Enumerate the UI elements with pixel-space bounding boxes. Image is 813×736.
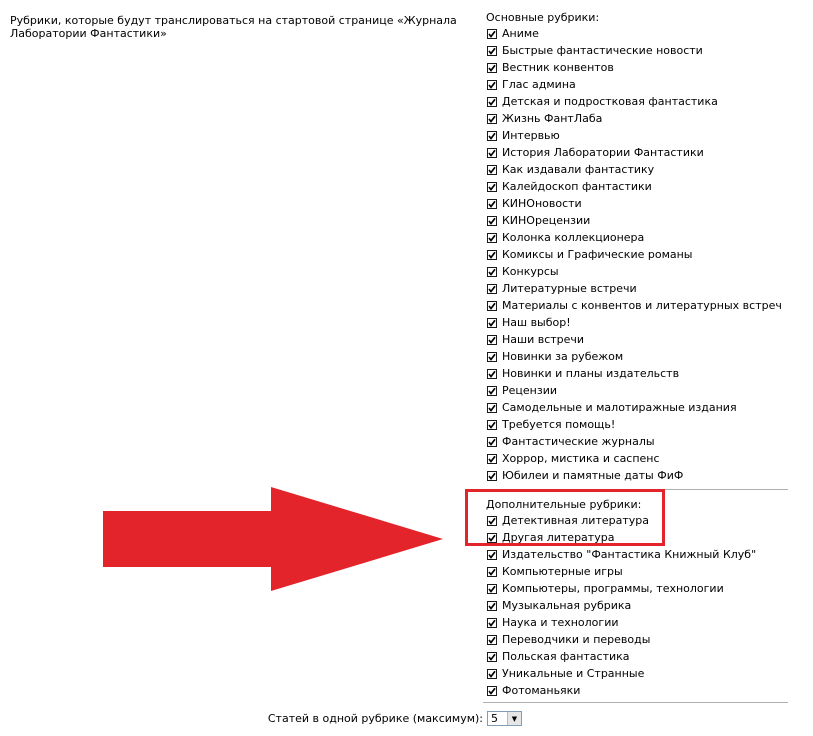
checkmark-icon [488,687,496,695]
rubrics-column [486,10,788,699]
rubric-checkbox[interactable] [487,148,497,158]
rubric-label: Интервью [502,129,560,142]
rubric-checkbox[interactable] [487,199,497,209]
rubric-option[interactable] [486,399,788,416]
rubric-checkbox[interactable] [487,335,497,345]
rubric-label: Компьютерные игры [502,565,623,578]
checkmark-icon [488,234,496,242]
rubric-label: КИНОновости [502,197,582,210]
rubric-option[interactable] [486,127,788,144]
rubric-option[interactable] [486,25,788,42]
checkmark-icon [488,200,496,208]
rubric-option[interactable] [486,546,788,563]
rubric-checkbox[interactable] [487,352,497,362]
rubric-option[interactable] [486,331,788,348]
rubric-option[interactable] [486,631,788,648]
rubric-checkbox[interactable] [487,584,497,594]
rubric-option[interactable] [486,93,788,110]
rubric-label: Фотоманьяки [502,684,581,697]
rubric-checkbox[interactable] [487,403,497,413]
articles-per-rubric-select[interactable] [487,711,522,726]
rubric-label: Вестник конвентов [502,61,614,74]
rubric-option[interactable] [486,597,788,614]
checkmark-icon [488,387,496,395]
rubric-label: Колонка коллекционера [502,231,645,244]
chevron-down-icon[interactable]: ▼ [507,712,521,725]
rubric-option[interactable] [486,314,788,331]
checkmark-icon [488,568,496,576]
rubric-checkbox[interactable] [487,131,497,141]
rubric-label: Рецензии [502,384,557,397]
rubrics-description: Рубрики, которые будут транслироваться на стартовой странице «Журнала Лаборатории Фантастики» [10,14,457,40]
rubric-label: Самодельные и малотиражные издания [502,401,737,414]
rubric-checkbox[interactable] [487,114,497,124]
rubric-checkbox[interactable] [487,437,497,447]
rubric-label: Переводчики и переводы [502,633,651,646]
checkmark-icon [488,602,496,610]
rubric-label: Хоррор, мистика и саспенс [502,452,660,465]
checkmark-icon [488,336,496,344]
rubric-checkbox[interactable] [487,29,497,39]
checkmark-icon [488,353,496,361]
rubric-checkbox[interactable] [487,471,497,481]
rubric-label: Детективная литература [502,514,649,527]
rubric-option[interactable] [486,59,788,76]
highlight-box [465,489,665,546]
checkmark-icon [488,98,496,106]
checkmark-icon [488,183,496,191]
checkmark-icon [488,115,496,123]
rubric-label: Наш выбор! [502,316,571,329]
rubric-label: Наука и технологии [502,616,619,629]
rubric-label: КИНОрецензии [502,214,591,227]
checkmark-icon [488,653,496,661]
rubric-label: Глас админа [502,78,576,91]
checkmark-icon [488,370,496,378]
checkmark-icon [488,268,496,276]
rubric-option[interactable] [486,76,788,93]
rubric-option[interactable] [486,229,788,246]
rubric-label: Требуется помощь! [502,418,616,431]
footer-divider [483,702,788,703]
rubric-label: Аниме [502,27,539,40]
rubric-checkbox[interactable] [487,165,497,175]
rubric-checkbox[interactable] [487,97,497,107]
rubric-option[interactable] [486,110,788,127]
rubric-option[interactable] [486,665,788,682]
rubric-checkbox[interactable] [487,63,497,73]
rubric-label: Компьютеры, программы, технологии [502,582,724,595]
rubric-label: Комиксы и Графические романы [502,248,693,261]
rubric-label: Уникальные и Странные [502,667,645,680]
rubric-option[interactable] [486,580,788,597]
select-value: 5 [491,712,498,725]
rubric-checkbox[interactable] [487,318,497,328]
rubric-label: Фантастические журналы [502,435,655,448]
rubric-option[interactable] [486,42,788,59]
rubric-checkbox[interactable] [487,420,497,430]
rubric-checkbox[interactable] [487,386,497,396]
checkmark-icon [488,47,496,55]
red-arrow-icon [103,487,443,591]
rubric-checkbox[interactable] [487,216,497,226]
checkmark-icon [488,319,496,327]
rubric-checkbox[interactable] [487,80,497,90]
rubric-label: Калейдоскоп фантастики [502,180,652,193]
rubric-option[interactable] [486,416,788,433]
checkmark-icon [488,421,496,429]
rubric-checkbox[interactable] [487,454,497,464]
checkmark-icon [488,81,496,89]
rubric-checkbox[interactable] [487,635,497,645]
rubric-option[interactable] [486,433,788,450]
rubric-checkbox[interactable] [487,250,497,260]
rubric-checkbox[interactable] [487,652,497,662]
rubric-option[interactable] [486,195,788,212]
rubric-label: Юбилеи и памятные даты ФиФ [502,469,684,482]
rubric-option[interactable] [486,212,788,229]
rubric-checkbox[interactable] [487,567,497,577]
rubric-label: Новинки и планы издательств [502,367,680,380]
rubric-label: Детская и подростковая фантастика [502,95,718,108]
main-rubrics-list [486,25,788,484]
rubric-option[interactable] [486,365,788,382]
rubric-checkbox[interactable] [487,550,497,560]
checkmark-icon [488,285,496,293]
checkmark-icon [488,217,496,225]
rubric-checkbox[interactable] [487,182,497,192]
rubric-checkbox[interactable] [487,601,497,611]
rubric-checkbox[interactable] [487,301,497,311]
rubric-checkbox[interactable] [487,669,497,679]
rubric-option[interactable] [486,467,788,484]
rubric-option[interactable] [486,682,788,699]
rubric-label: Новинки за рубежом [502,350,624,363]
rubric-checkbox[interactable] [487,686,497,696]
rubric-label: Как издавали фантастику [502,163,655,176]
rubric-option[interactable] [486,144,788,161]
rubric-checkbox[interactable] [487,618,497,628]
rubric-option[interactable] [486,450,788,467]
footer-row [0,711,813,727]
checkmark-icon [488,251,496,259]
rubric-option[interactable] [486,563,788,580]
rubric-option[interactable] [486,297,788,314]
checkmark-icon [488,472,496,480]
checkmark-icon [488,619,496,627]
rubric-checkbox[interactable] [487,233,497,243]
rubric-label: Быстрые фантастические новости [502,44,703,57]
rubric-option[interactable] [486,382,788,399]
rubric-label: Другая литература [502,531,615,544]
rubric-label: Наши встречи [502,333,585,346]
rubric-option[interactable] [486,348,788,365]
checkmark-icon [488,551,496,559]
rubric-checkbox[interactable] [487,369,497,379]
extra-rubrics-heading: Дополнительные рубрики: [486,498,642,511]
rubric-option[interactable] [486,648,788,665]
rubric-label: Издательство "Фантастика Книжный Клуб" [502,548,757,561]
rubric-label: Жизнь ФантЛаба [502,112,603,125]
rubric-option[interactable] [486,178,788,195]
rubric-checkbox[interactable] [487,267,497,277]
checkmark-icon [488,404,496,412]
rubric-option[interactable] [486,614,788,631]
rubric-label: Польская фантастика [502,650,630,663]
checkmark-icon [488,438,496,446]
rubric-option[interactable] [486,263,788,280]
checkmark-icon [488,64,496,72]
main-rubrics-heading: Основные рубрики: [486,11,600,24]
rubric-checkbox[interactable] [487,284,497,294]
rubric-checkbox[interactable] [487,46,497,56]
checkmark-icon [488,585,496,593]
checkmark-icon [488,166,496,174]
checkmark-icon [488,30,496,38]
rubric-label: История Лаборатории Фантастики [502,146,704,159]
articles-per-rubric-label: Статей в одной рубрике (максимум): [267,712,483,725]
checkmark-icon [488,149,496,157]
checkmark-icon [488,302,496,310]
rubric-option[interactable] [486,280,788,297]
checkmark-icon [488,455,496,463]
rubric-option[interactable] [486,246,788,263]
rubric-label: Материалы с конвентов и литературных встреч [502,299,782,312]
checkmark-icon [488,636,496,644]
rubric-label: Литературные встречи [502,282,637,295]
rubric-label: Музыкальная рубрика [502,599,632,612]
checkmark-icon [488,132,496,140]
checkmark-icon [488,670,496,678]
rubric-label: Конкурсы [502,265,559,278]
rubric-option[interactable] [486,161,788,178]
